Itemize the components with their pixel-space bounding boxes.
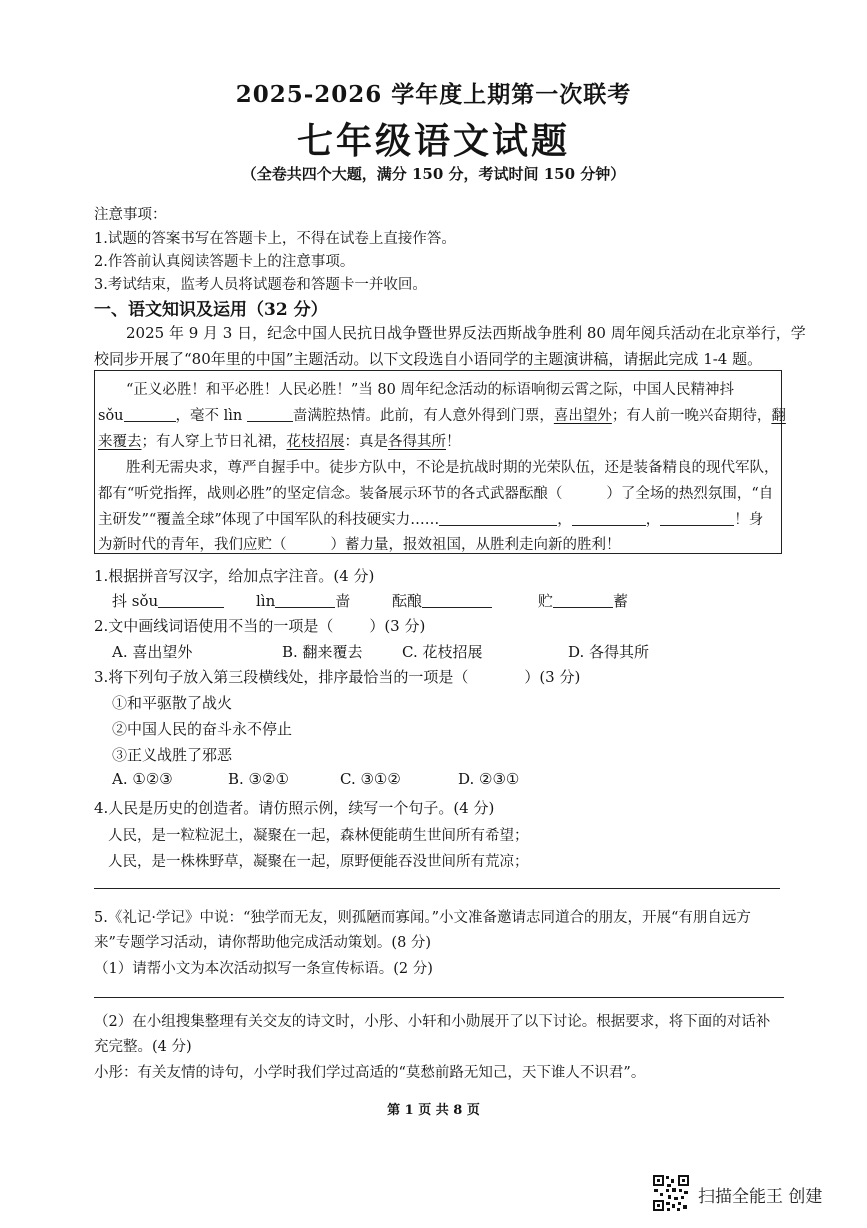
underlined-phrase: 翻 [771, 408, 786, 424]
note-item: 2.作答前认真阅读答题卡上的注意事项。 [94, 254, 355, 270]
underlined-phrase: 花枝招展 [286, 434, 345, 450]
option-c[interactable]: C. 花枝招展 [402, 643, 483, 661]
example-sentence: 人民，是一株株野草，凝聚在一起，原野便能吞没世间所有荒凉； [108, 854, 529, 870]
sentence-item: ①和平驱散了战火 [112, 694, 233, 712]
question-5-stem: 来”专题学习活动，请你帮助他完成活动策划。(8 分) [94, 935, 432, 951]
question-1-item: 酝酿 [392, 590, 492, 611]
passage-line: 胜利无需央求，尊严自握手中。徒步方队中，不论是抗战时期的光荣队伍，还是装备精良的现代军队， [126, 460, 779, 476]
example-sentence: 人民，是一粒粒泥土，凝聚在一起，森林便能萌生世间所有希望； [108, 828, 529, 844]
option-d[interactable]: D. ②③① [458, 770, 520, 788]
passage-line: “正义必胜！和平必胜！人民必胜！”当 80 周年纪念活动的标语响彻云霄之际，中国人民精神抖 [126, 382, 734, 398]
passage-line: 主研发”“覆盖全球”体现了中国军队的科技硬实力…… ， ， ！身 [98, 512, 764, 528]
passage-line: 为新时代的青年，我们应贮（ ）蓄力量，报效祖国，从胜利走向新的胜利！ [98, 537, 621, 553]
note-item: 1.试题的答案书写在答题卡上，不得在试卷上直接作答。 [94, 231, 456, 247]
question-2-stem: 2.文中画线词语使用不当的一项是（ ）(3 分) [94, 617, 426, 635]
question-5-stem: 5.《礼记·学记》中说：“独学而无友，则孤陋而寡闻。”小文准备邀请志同道合的朋友，开展“有朋自远方 [94, 910, 751, 926]
answer-blank[interactable] [439, 511, 557, 526]
question-5-sub2: （2）在小组搜集整理有关交友的诗文时，小彤、小轩和小勋展开了以下讨论。根据要求，将下面的对话补 [94, 1014, 771, 1030]
notes-title: 注意事项： [94, 207, 167, 223]
note-item: 3.考试结束，监考人员将试题卷和答题卡一并收回。 [94, 277, 427, 293]
option-b[interactable]: B. ③②① [228, 770, 289, 788]
underlined-phrase: 喜出望外 [553, 408, 612, 424]
dialog-line: 小彤：有关友情的诗句，小学时我们学过高适的“莫愁前路无知己，天下谁人不识君”。 [94, 1065, 646, 1081]
answer-line[interactable] [94, 997, 784, 998]
scanner-watermark: 扫描全能王 创建 [698, 1187, 823, 1207]
qr-code-icon [652, 1174, 690, 1212]
underlined-phrase: 各得其所 [388, 434, 446, 450]
question-4-stem: 4.人民是历史的创造者。请仿照示例，续写一个句子。(4 分) [94, 799, 495, 817]
question-5-sub1: （1）请帮小文为本次活动拟写一条宣传标语。(2 分) [94, 961, 433, 977]
question-1-stem: 1.根据拼音写汉字，给加点字注音。(4 分) [94, 567, 375, 585]
exam-title: 七年级语文试题 [296, 120, 570, 162]
answer-blank[interactable] [660, 511, 734, 526]
answer-blank[interactable] [572, 511, 646, 526]
question-1-item: lìn 啬 [256, 592, 351, 610]
question-3-stem: 3.将下列句子放入第三段横线处，排序最恰当的一项是（ ）(3 分) [94, 668, 581, 686]
answer-blank[interactable] [553, 593, 613, 608]
question-5-sub2: 充完整。(4 分) [94, 1039, 192, 1055]
option-c[interactable]: C. ③①② [340, 770, 401, 788]
option-b[interactable]: B. 翻来覆去 [282, 643, 363, 661]
question-1-item: 贮 蓄 [538, 592, 629, 610]
answer-line[interactable] [94, 888, 780, 889]
option-d[interactable]: D. 各得其所 [568, 643, 650, 661]
passage-line: 都有“听党指挥，战则必胜”的坚定信念。装备展示环节的各式武器酝酿（ ）了全场的热烈氛围，“自 [98, 486, 774, 502]
answer-blank[interactable] [275, 593, 335, 608]
exam-subtitle: （全卷共四个大题，满分 150 分，考试时间 150 分钟） [241, 165, 626, 183]
answer-blank[interactable] [158, 593, 224, 608]
page-number: 第 1 页 共 8 页 [387, 1103, 480, 1118]
section-title: 一、语文知识及运用（32 分） [94, 300, 328, 320]
answer-blank[interactable] [422, 593, 492, 608]
sentence-item: ③正义战胜了邪恶 [112, 746, 233, 764]
question-1-item: 抖 sǒu [112, 590, 224, 611]
answer-blank[interactable] [124, 407, 176, 422]
answer-blank[interactable] [247, 407, 293, 422]
passage-line: 来覆去；有人穿上节日礼裙，花枝招展：真是各得其所！ [98, 434, 461, 450]
passage-line: sǒu ，毫不 lìn 啬满腔热情。此前，有人意外得到门票，喜出望外；有人前一晚兴奋期待，翻 [98, 408, 786, 424]
sentence-item: ②中国人民的奋斗永不停止 [112, 720, 293, 738]
underlined-phrase: 来覆去 [98, 434, 142, 450]
exam-heading: 2025-2026 学年度上期第一次联考 [235, 81, 632, 108]
section-intro: 2025 年 9 月 3 日，纪念中国人民抗日战争暨世界反法西斯战争胜利 80 周年阅兵活动在北京举行，学 [126, 324, 806, 342]
section-intro: 校同步开展了“80年里的中国”主题活动。以下文段选自小语同学的主题演讲稿，请据此完成 1-4 题。 [94, 350, 763, 368]
option-a[interactable]: A. ①②③ [112, 770, 173, 788]
option-a[interactable]: A. 喜出望外 [112, 643, 193, 661]
